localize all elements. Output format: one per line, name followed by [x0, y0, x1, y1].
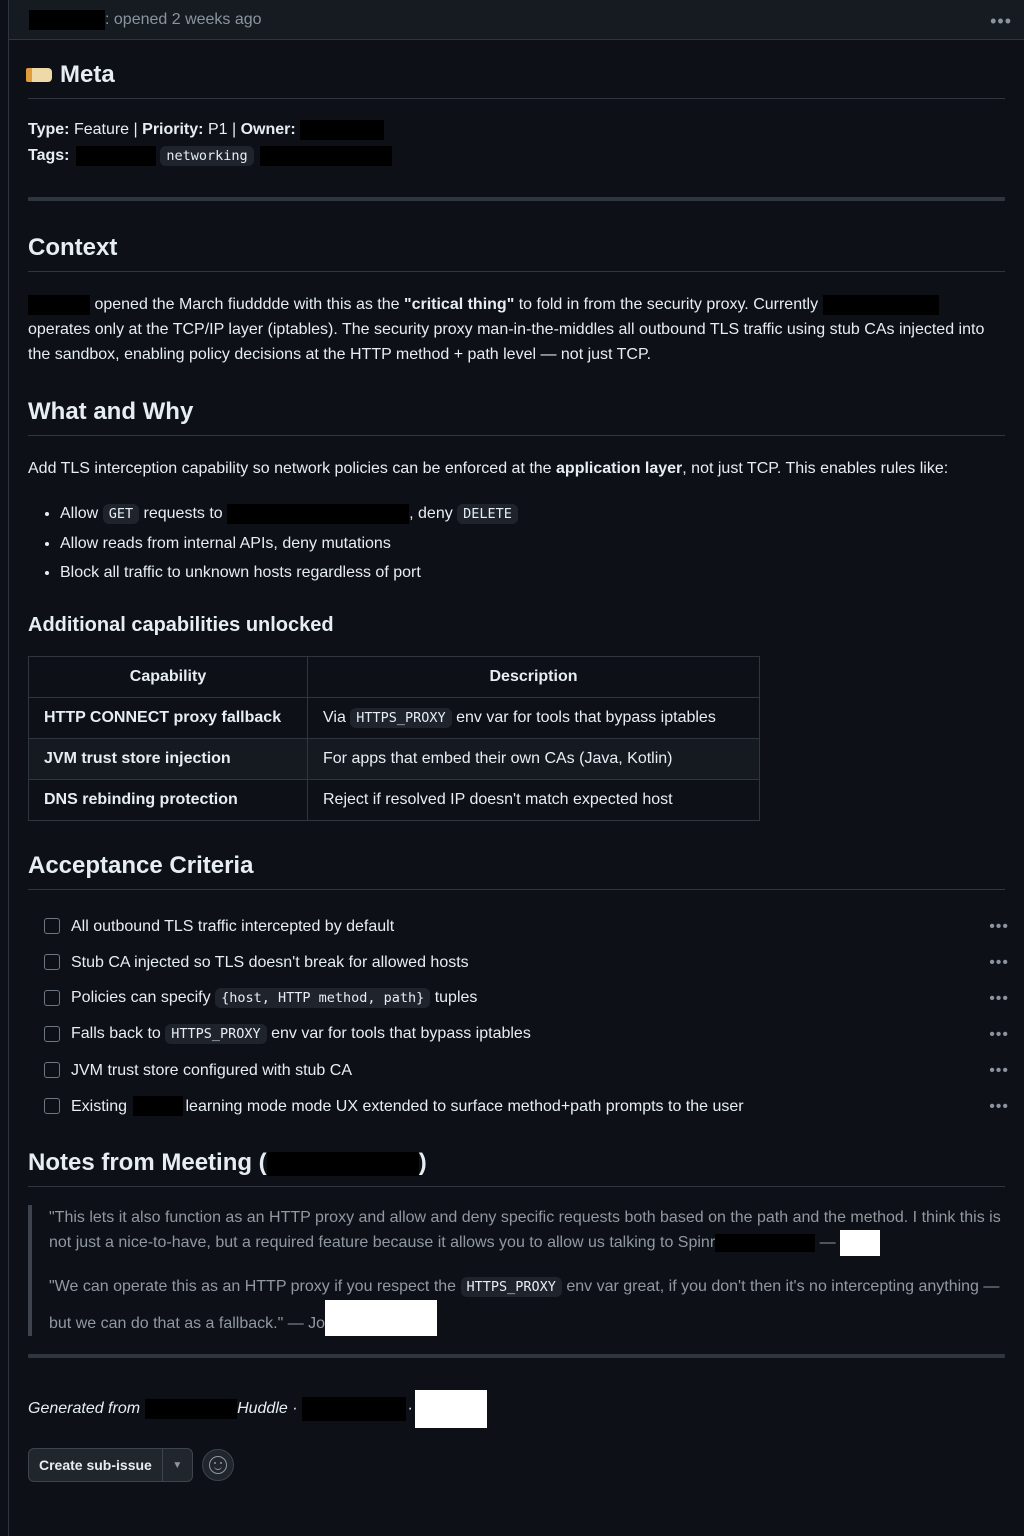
footer-text: Huddle ·	[237, 1400, 298, 1417]
code-https-proxy: HTTPS_PROXY	[461, 1277, 562, 1297]
what-why-text: Add TLS interception capability so network policies can be enforced at the	[28, 460, 557, 477]
task-text: JVM trust store configured with stub CA	[71, 1061, 352, 1079]
desc-text: Via	[323, 709, 351, 726]
context-paragraph	[28, 292, 1005, 367]
task-item	[28, 1052, 1009, 1088]
context-text-3: operates only at the TCP/IP layer (iptables). The security proxy man-in-the-middles all outbound TLS traffic using stub CAs injected into the sandbox, enabling policy decisions at the HTTP method + path level — not just TCP.	[28, 321, 985, 363]
task-item	[28, 944, 1009, 980]
footer-text: Generated from	[28, 1400, 141, 1417]
task-menu-icon[interactable]: •••	[989, 989, 1009, 1007]
priority-value: P1	[207, 121, 228, 138]
task-menu-icon[interactable]: •••	[989, 1097, 1009, 1115]
task-checkbox[interactable]	[44, 1062, 60, 1078]
quote-1	[49, 1205, 1005, 1256]
acceptance-heading: Acceptance Criteria	[28, 851, 1005, 890]
tag-networking: networking	[160, 146, 253, 166]
redacted-speaker	[840, 1230, 880, 1256]
capability-name: DNS rebinding protection	[44, 791, 238, 808]
context-section	[28, 233, 1005, 367]
task-text-part: Existing	[71, 1097, 128, 1115]
smiley-icon	[209, 1456, 227, 1474]
notes-section	[28, 1148, 1005, 1336]
table-row	[29, 698, 760, 739]
create-sub-issue-button[interactable]: Create sub-issue	[39, 1456, 152, 1473]
task-checkbox[interactable]	[44, 1098, 60, 1114]
task-text	[71, 1092, 744, 1121]
redacted-tag	[260, 146, 392, 166]
footer-text: ·	[407, 1400, 413, 1417]
code-delete: DELETE	[457, 504, 518, 524]
what-why-section	[28, 397, 1005, 587]
rules-list	[28, 499, 1005, 587]
task-text-part: tuples	[430, 989, 478, 1006]
what-why-heading: What and Why	[28, 397, 1005, 436]
capability-cell	[29, 780, 308, 821]
redacted-link	[302, 1397, 406, 1421]
table-row	[29, 739, 760, 780]
type-label: Type:	[28, 121, 70, 138]
redacted-product	[133, 1096, 183, 1116]
separator: |	[133, 121, 138, 138]
capability-name: JVM trust store injection	[44, 750, 231, 767]
task-item	[28, 908, 1009, 944]
list-item	[60, 499, 1005, 529]
column-header-capability: Capability	[29, 657, 308, 698]
acceptance-section	[28, 851, 1009, 1124]
what-why-text-end: , not just TCP. This enables rules like:	[682, 460, 949, 477]
capability-cell	[29, 739, 308, 780]
redacted-author	[29, 10, 105, 30]
context-text-2: to fold in from the security proxy. Currently	[514, 296, 819, 313]
type-value: Feature	[73, 121, 130, 138]
code-get: GET	[103, 504, 139, 524]
description-cell: Reject if resolved IP doesn't match expected host	[308, 780, 760, 821]
context-bold: "critical thing"	[403, 296, 515, 313]
redacted-channel	[145, 1399, 237, 1419]
redacted-tag	[76, 146, 156, 166]
section-divider	[28, 1354, 1005, 1358]
meta-line-type	[28, 117, 1005, 143]
task-menu-icon[interactable]: •••	[989, 917, 1009, 935]
column-header-description: Description	[308, 657, 760, 698]
action-row	[28, 1448, 1005, 1482]
label-tag-icon	[28, 68, 52, 82]
meta-title-text: Meta	[60, 61, 115, 88]
issue-frame	[8, 0, 1024, 1536]
task-checkbox[interactable]	[44, 990, 60, 1006]
redacted-owner	[300, 120, 384, 140]
comment-menu-icon[interactable]: •••	[990, 11, 1012, 31]
priority-label: Priority:	[142, 121, 204, 138]
quote-text: "We can operate this as an HTTP proxy if you respect the	[49, 1278, 461, 1295]
task-item	[28, 1016, 1009, 1052]
redacted-speaker	[325, 1300, 437, 1336]
notes-title-text: Notes from Meeting (	[28, 1149, 267, 1176]
quote-text: env var great, if you don't then it's no intercepting anything — but we can do that as a fallback." — Jo	[49, 1278, 1000, 1332]
redacted-date	[415, 1390, 487, 1428]
quote-2	[49, 1274, 1005, 1336]
what-why-paragraph	[28, 456, 1005, 481]
redacted-product	[823, 295, 939, 315]
opened-timestamp: : opened 2 weeks ago	[105, 10, 262, 28]
task-menu-icon[interactable]: •••	[989, 1061, 1009, 1079]
table-row	[29, 780, 760, 821]
notes-title-text: )	[418, 1149, 427, 1176]
task-item	[28, 1088, 1009, 1124]
code-https-proxy: HTTPS_PROXY	[165, 1024, 266, 1044]
code-tuple: {host, HTTP method, path}	[215, 988, 430, 1008]
meta-lines	[28, 117, 1005, 169]
create-sub-issue-split-button	[28, 1448, 193, 1482]
bullet-text: , deny	[409, 505, 458, 522]
task-menu-icon[interactable]: •••	[989, 1025, 1009, 1043]
capabilities-heading: Additional capabilities unlocked	[28, 614, 334, 636]
task-text: All outbound TLS traffic intercepted by default	[71, 917, 395, 935]
task-text: Stub CA injected so TLS doesn't break for allowed hosts	[71, 953, 469, 971]
context-text-1: opened the March fiudddde with this as the	[94, 296, 404, 313]
issue-header	[9, 0, 1024, 40]
quote-dash: —	[819, 1234, 836, 1252]
capability-cell	[29, 698, 308, 739]
task-text	[71, 1019, 531, 1049]
task-text	[71, 983, 477, 1013]
chevron-down-icon[interactable]: ▼	[162, 1449, 192, 1481]
bullet-text: requests to	[139, 505, 223, 522]
meta-line-tags	[28, 143, 1005, 169]
capabilities-section	[28, 613, 1005, 821]
description-cell: For apps that embed their own CAs (Java, Kotlin)	[308, 739, 760, 780]
task-item	[28, 980, 1009, 1016]
what-why-bold: application layer	[556, 460, 683, 477]
capability-name: HTTP CONNECT proxy fallback	[44, 709, 282, 726]
meta-heading	[28, 60, 1005, 99]
task-text-part: env var for tools that bypass iptables	[266, 1025, 531, 1042]
task-list	[28, 908, 1009, 1124]
list-item: • Block all traffic to unknown hosts regardless of port	[60, 558, 1005, 587]
separator: |	[231, 121, 237, 138]
table-header-row	[29, 657, 760, 698]
tags-label: Tags:	[28, 147, 70, 164]
desc-text: env var for tools that bypass iptables	[451, 709, 716, 726]
redacted-host	[227, 504, 409, 524]
task-menu-icon[interactable]: •••	[989, 953, 1009, 971]
add-reaction-button[interactable]	[202, 1449, 234, 1481]
redacted-name	[715, 1234, 815, 1252]
task-text-part: learning mode mode UX extended to surface method+path prompts to the user	[185, 1097, 744, 1115]
issue-body	[9, 60, 1024, 1482]
meeting-quotes	[28, 1205, 1005, 1336]
redacted-date	[267, 1152, 419, 1176]
generated-from-line	[28, 1390, 1005, 1428]
quote-text: "This lets it also function as an HTTP proxy and allow and deny specific requests both based on the path and the method. I think this is not just a nice-to-have, but a required feature because it allows you to allow us talking to Spinr	[49, 1209, 1001, 1252]
task-text-part: Falls back to	[71, 1025, 166, 1042]
code-https-proxy: HTTPS_PROXY	[350, 708, 451, 728]
task-checkbox[interactable]	[44, 918, 60, 934]
section-divider	[28, 197, 1005, 201]
task-checkbox[interactable]	[44, 954, 60, 970]
task-text-part: Policies can specify	[71, 989, 216, 1006]
notes-heading	[28, 1148, 1005, 1187]
capabilities-table	[28, 656, 760, 821]
bullet-text: Allow	[60, 505, 103, 522]
task-checkbox[interactable]	[44, 1026, 60, 1042]
redacted-person	[28, 295, 90, 315]
context-heading: Context	[28, 233, 1005, 272]
description-cell	[308, 698, 760, 739]
owner-label: Owner:	[240, 121, 296, 138]
list-item: • Allow reads from internal APIs, deny mutations	[60, 529, 1005, 558]
